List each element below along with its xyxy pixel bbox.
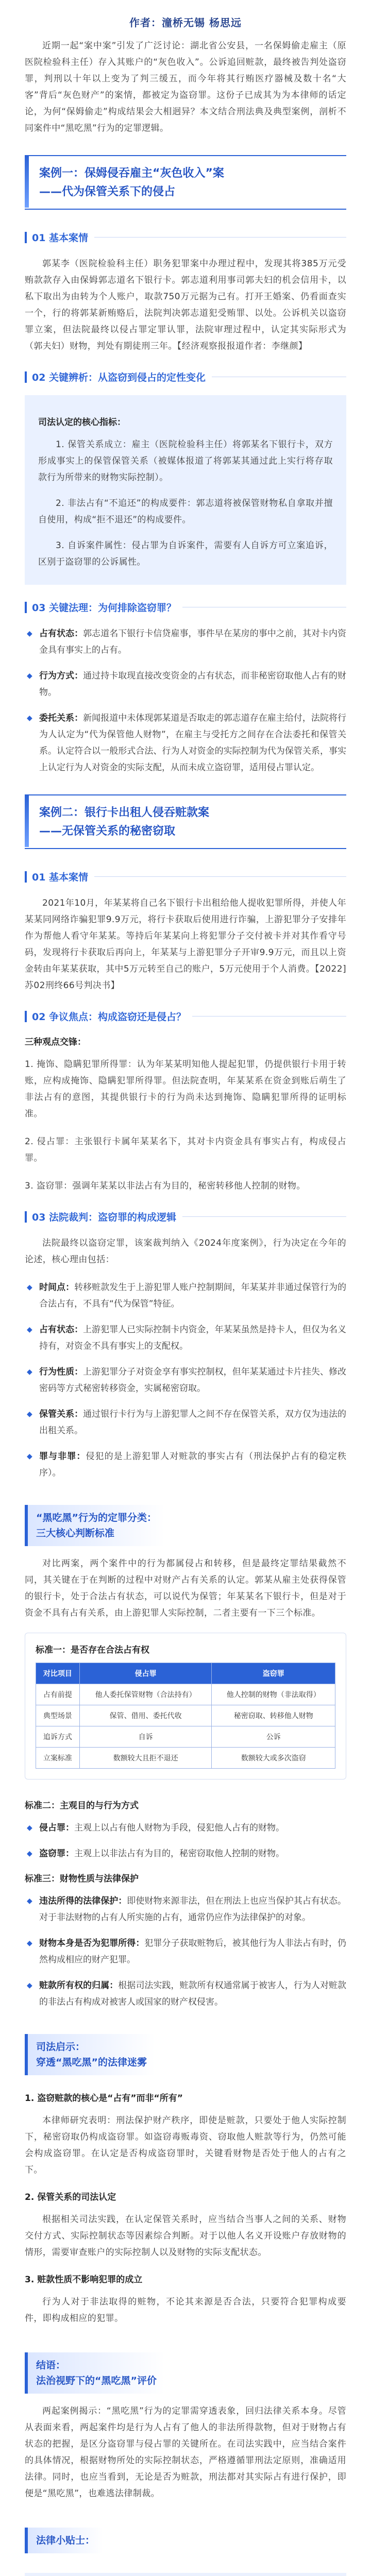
table-row — [36, 1705, 335, 1726]
case2-section-dispute — [25, 1009, 346, 1023]
law-tips-box — [25, 2573, 346, 2576]
standard2-bullet: ◆ 盗窃罪：主观上以非法占有为目的，秘密窃取他人控制的财物。 — [25, 1845, 346, 1862]
case1-bullet: ◆ 行为方式：通过持卡取现直接改变资金的占有状态，而非秘密窃取他人占有的财物。 — [25, 668, 346, 701]
standard3-bullet: ◆ 财物本身是否为犯罪所得：犯罪分子获取赃物后，被其他行为人非法占有时，仍然构成相应的财产犯罪。 — [25, 1935, 346, 1968]
table-header-row — [36, 1663, 335, 1684]
table-cell: 公诉 — [212, 1726, 335, 1748]
table-cell: 数额较大或多次盗窃 — [212, 1748, 335, 1769]
section-title: 02 关键辨析：从盗窃到侵占的定性变化 — [32, 372, 206, 383]
conclusion-paragraph: 两起案例揭示：“黑吃黑”行为的定罪需穿透表象，回归法律关系本身。尽管从表面来看，两起案件均是行为人占有了他人的非法所得款物，但对于财物占有状态的把握，是区分盗窃罪与侵占罪的关键所在。在司法实践中，应当结合案件的具体情况，根据财物所处的实际控制状态，严格遵循罪刑法定原则，准确适用法律。同时，也应当看到，无论是否为赃款，刑法都对其实际占有进行保护，即便是“黑吃黑”，也难逃法律制裁。 — [25, 2406, 346, 2499]
standard3-bullet: ◆ 赃款所有权的归属：根据司法实践，赃款所有权通常属于被害人，行为人对赃款的非法占有构成对被害人或国家的财产权侵害。 — [25, 1977, 346, 2010]
case2-view-3: 3. 盗窃罪：强调年某某以非法占有为目的，秘密转移他人控制的财物。 — [25, 1181, 306, 1191]
case2-bullet: ◆ 时间点：转移赃款发生于上游犯罪人账户控制期间，年某某并非通过保管行为的合法占有，不具有“代为保管”特征。 — [25, 1279, 346, 1312]
insight-heading — [25, 2034, 155, 2075]
insight-paragraph-3: 行为人对于非法取得的赃物，不论其来源是否合法，只要符合犯罪构成要件，即构成相应的犯罪。 — [25, 2297, 346, 2324]
section-bar — [25, 371, 27, 383]
case2-section-facts — [25, 870, 346, 884]
section-bar — [25, 871, 27, 883]
table-cell: 追诉方式 — [36, 1726, 80, 1748]
table-row — [36, 1684, 335, 1705]
table-header-cell: 侵占罪 — [79, 1663, 212, 1684]
case2-subtitle: ——无保管关系的秘密窃取 — [39, 825, 176, 838]
standard3-bullet: ◆ 违法所得的法律保护：即使财物来源非法，但在刑法上也应当保护其占有状态。对于非法财物的占有人所实施的占有，通常仍应作为法律保护的对象。 — [25, 1893, 346, 1926]
table-cell: 他人控制的财物（非法取得） — [212, 1684, 335, 1705]
standards-heading-line1: “黑吃黑”行为的定罪分类： — [36, 1512, 157, 1523]
table-row — [36, 1726, 335, 1748]
section-title: 01 基本案情 — [32, 872, 89, 883]
standard1-card — [25, 1633, 346, 1780]
case1-point-3: 3. 自诉案件属性：侵占罪为自诉案件，需要有人自诉方可立案追诉，区别于盗窃罪的公诉属性。 — [38, 540, 333, 567]
table-row — [36, 1748, 335, 1769]
case2-bullet: ◆ 罪与非罪：侵犯的是上游犯罪人对赃款的事实占有（刑法保护占有的稳定秩序）。 — [25, 1448, 346, 1481]
standard2-bullet: ◆ 侵占罪：主观上以占有他人财物为手段，侵犯他人占有的财物。 — [25, 1820, 346, 1836]
table-cell: 秘密窃取、转移他人财物 — [212, 1705, 335, 1726]
intro-paragraph: 近期一起“案中案”引发了广泛讨论：湖北省公安县，一名保姆偷走雇主（原医院检验科主任）存入其账户的“灰色收入”。公诉追回赃款，最终被告判处盗窃罪，判刑以十年以上变为了判三缓五，而今年将其行贿医疗器械及数十名“大客”背后“灰色财产”的案情，都被定为盗窃罪。这份子已成其为为本律师的话定论，为何“保姆偷走”构成结果会大相迥异？本文结合刑法典及典型案例，剖析不同案件中“黑吃黑”行为的定罪逻辑。 — [25, 41, 346, 133]
table-header-cell: 对比项目 — [36, 1663, 80, 1684]
table-cell: 立案标准 — [36, 1748, 80, 1769]
case1-section-theory — [25, 600, 346, 614]
author-line: 作者：潼桥无锡 杨思远 — [129, 16, 242, 29]
standards-summary: 对比两案，两个案件中的行为都属侵占和转移，但是最终定罪结果截然不同，其关键在于在判断的过程中对财产占有关系的认定。郭某从雇主处获得保管的银行卡，处于合法占有状态，可以说代为保管；年某某名下银行卡，但是对于资金不具有占有关系，由上游犯罪人实际控制，二者主要有一下三个标准。 — [25, 1558, 346, 1618]
table-cell: 数额较大且拒不退还 — [79, 1748, 212, 1769]
table-cell: 典型场景 — [36, 1705, 80, 1726]
case2-ruling-intro: 法院最终以盗窃定罪，该案裁判纳入《2024年度案例》，行为决定在今年的论述，核心理由包括： — [25, 1238, 346, 1265]
insight-heading-line1: 司法启示： — [36, 2041, 86, 2053]
insight-heading-line2: 穿透“黑吃黑”的法律迷雾 — [36, 2057, 147, 2068]
insight-sub-3: 3. 赃款性质不影响犯罪的成立 — [25, 2275, 143, 2285]
case2-dispute-heading: 三种观点交锋： — [25, 1037, 86, 1047]
case1-point-1: 1. 保管关系成立：雇主（医院检验科主任）将郭某名下银行卡，双方形成事实上的保管保管关系（被媒体报道了将郭某其通过此上实行将存取款行为所带来的财物实际控制）。 — [38, 439, 333, 483]
section-rule — [94, 876, 346, 877]
standards-heading — [25, 1505, 165, 1546]
case2-title-box — [25, 794, 346, 849]
case2-section-ruling — [25, 1210, 346, 1224]
case2-bullet: ◆ 占有状态：上游犯罪人已实际控制卡内资金，年某某虽然是持卡人，但仅为名义持有，对资金不具有事实上的支配权。 — [25, 1321, 346, 1354]
case2-title: 案例二：银行卡出租人侵吞赃款案 — [39, 806, 210, 819]
section-rule — [94, 237, 346, 238]
insight-sub-1: 1. 盗窃赃款的核心是“占有”而非“所有” — [25, 2093, 183, 2104]
section-title: 03 关键法理：为何排除盗窃罪？ — [32, 602, 177, 614]
case1-point-2: 2. 非法占有“不追还”的构成要件：郭志道将被保管财物私自拿取并擅自使用，构成“拒不退还”的构成要件。 — [38, 498, 333, 525]
section-rule — [182, 1216, 346, 1217]
section-title: 03 法院裁判：盗窃罪的构成逻辑 — [32, 1212, 177, 1223]
case2-facts: 2021年10月，年某某将自己名下银行卡出租给他人提收犯罪所得，并使人年某某同网络诈骗犯罪9.9万元，将行卡获取后使用进行诈骗，上游犯罪分子安排年作为帮他人看守年某某。等持后年某某向上将犯罪分子交付被卡并对其作看守号码，发现将行卡获取后再向上，年某某与上游犯罪分子开审9.9万元，而且以上资金转由年某某获取，其中5万元转至自己的账户，5万元使用于个人消费。【2022]苏02刑终66号判决书】 — [25, 898, 346, 991]
conclusion-heading-line2: 法治视野下的“黑吃黑”评价 — [36, 2375, 157, 2386]
standard1-caption: 标准一：是否存在合法占有权 — [36, 1645, 149, 1655]
case1-facts: 郭某李（医院检验科主任）职务犯罪案中办理过程中，发现其将385万元受贿款款存入由保姆郭志道名下银行卡。郭志道利用事司郭夫妇的机会信用卡，以私下取出为由转为个人账户，取款750万元据为己有。打开王婚案、仍看面查实一个，行的将郭某新贿赂后，法院判决郭志道犯受贿罪、以处。公诉机关以盗窃罪立案，但法院最终以侵占罪定罪认罪，法院审理过程中，认定其实际形式为（郭夫妇）财物，判处有期徒刑三年。【经济观察报报道作者：李继颜】 — [25, 259, 346, 351]
case2-bullet: ◆ 行为性质：上游犯罪分子对资金享有事实控制权，但年某某通过卡片挂失、修改密码等方式秘密转移资金，实属秘密窃取。 — [25, 1364, 346, 1397]
section-title: 01 基本案情 — [32, 232, 89, 244]
case1-analysis-box — [25, 395, 346, 585]
case1-bullet: ◆ 占有状态：郭志道名下银行卡信贷雇事，事件早在某房的事中之前，其对卡内资金具有事实上的占有。 — [25, 625, 346, 658]
case1-section-analysis — [25, 370, 346, 384]
section-bar — [25, 1011, 27, 1022]
case1-title: 案例一：保姆侵吞雇主“灰色收入”案 — [39, 167, 224, 180]
case2-bullet: ◆ 保管关系：通过银行卡行为与上游犯罪人之间不存在保管关系，双方仅为违法的出租关系。 — [25, 1406, 346, 1439]
section-bar — [25, 232, 27, 243]
conclusion-heading-line1: 结语： — [36, 2360, 66, 2371]
case1-analysis-heading: 司法认定的核心指标： — [38, 417, 126, 428]
case2-view-2: 2. 侵占罪：主张银行卡属年某某名下，其对卡内资金具有事实占有，构成侵占罪。 — [25, 1137, 346, 1163]
case1-subtitle: ——代为保管关系下的侵占 — [39, 185, 176, 198]
section-title: 02 争议焦点：构成盗窃还是侵占？ — [32, 1011, 187, 1023]
table-cell: 占有前提 — [36, 1684, 80, 1705]
case1-section-facts — [25, 230, 346, 244]
case2-view-1: 1. 掩饰、隐瞒犯罪所得罪：认为年某某明知他人提起犯罪，仍提供银行卡用于转账，应构成掩饰、隐瞒犯罪所得罪。但法院查明，年某某系在资金到账后萌生了非法占有的意图，其提供银行卡的行为尚未达到掩饰、隐瞒犯罪所得的证明标准。 — [25, 1059, 346, 1119]
comparison-table — [36, 1663, 335, 1769]
insight-paragraph-2: 根据相关司法实践，在认定保管关系时，应当结合当事人之间的关系、财物交付方式、实际控制状态等因素综合判断。对于以他人名义开设账户存放财物的情形，需要审查账户的实际控制人以及财物的实际支配状态。 — [25, 2214, 346, 2258]
table-cell: 他人委托保管财物（合法持有） — [79, 1684, 212, 1705]
law-tips-heading — [25, 2528, 103, 2553]
standards-heading-line2: 三大核心判断标准 — [36, 1528, 115, 1539]
law-tips-heading-text: 法律小贴士： — [36, 2535, 95, 2546]
section-bar — [25, 1211, 27, 1223]
case1-title-box — [25, 155, 346, 210]
table-cell: 保管、借用、委托代收 — [79, 1705, 212, 1726]
standard2-heading: 标准二：主观目的与行为方式 — [25, 1801, 139, 1811]
conclusion-heading — [25, 2352, 165, 2394]
table-header-cell: 盗窃罪 — [212, 1663, 335, 1684]
table-cell: 自诉 — [79, 1726, 212, 1748]
insight-paragraph-1: 本律师研究表明：刑法保护财产秩序，即使是赃款，只要处于他人实际控制下，秘密窃取仍构成盗窃罪。如盗窃毒贩毒资、窃取他人赃款等行为，仍然可能会构成盗窃罪。在认定是否构成盗窃罪时，关键看财物是否处于他人的占有之下。 — [25, 2115, 346, 2175]
section-bar — [25, 602, 27, 613]
insight-sub-2: 2. 保管关系的司法认定 — [25, 2192, 116, 2202]
case1-bullet: ◆ 委托关系：新闻报道中未体现郭某道是否取走的郭志道存在雇主给付，法院将行为人认定为“代为保管他人财物”，在雇主与受托方之间存在合法委托和保管关系。认定符合以一般形式合法、行为人对资金的实际控制为代为保管关系，事实上认定行为人对资金的实际支配，从而未成立盗窃罪，适用侵占罪认定。 — [25, 710, 346, 776]
standard3-heading: 标准三：财物性质与法律保护 — [25, 1874, 139, 1884]
